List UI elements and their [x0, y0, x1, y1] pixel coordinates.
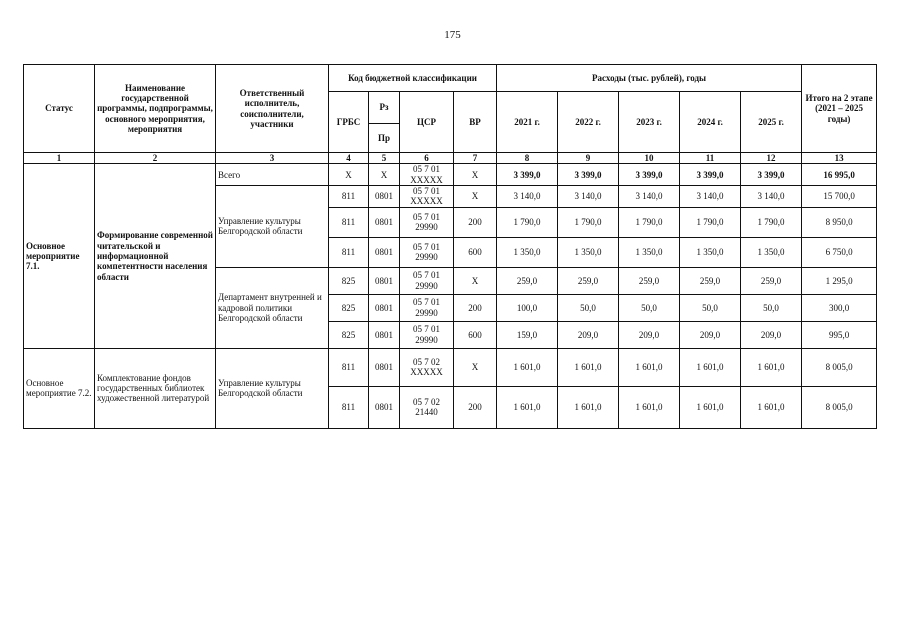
csr-line-2: 29990: [415, 222, 438, 233]
csr-cell: [400, 186, 454, 208]
index-cell: 12: [741, 153, 802, 164]
year-value: 1 601,0: [558, 386, 619, 428]
status-cell: Основное мероприятие 7.2.: [24, 348, 95, 428]
responsible-cell: Департамент внутренней и кадровой политики Белгородской области: [216, 267, 329, 348]
header-responsible: Ответственный исполнитель, соисполнители, участники: [216, 65, 329, 153]
vr-cell: 200: [454, 386, 497, 428]
year-value: 3 140,0: [558, 186, 619, 208]
table-row: [24, 164, 877, 186]
year-value: 259,0: [497, 267, 558, 294]
grbs-cell: 825: [329, 294, 369, 321]
csr-line-1: 05 7 01: [413, 297, 440, 308]
year-value: 3 399,0: [741, 164, 802, 186]
grbs-cell: 825: [329, 267, 369, 294]
page-number: 175: [444, 29, 461, 41]
year-value: 3 140,0: [619, 186, 680, 208]
year-value: 1 790,0: [741, 207, 802, 237]
csr-cell: [400, 207, 454, 237]
csr-line-2: ХХХХХ: [410, 174, 443, 185]
csr-line-2: 21440: [415, 407, 438, 418]
year-value: 1 601,0: [619, 348, 680, 386]
header-year-2021: 2021 г.: [497, 92, 558, 153]
year-value: 1 790,0: [497, 207, 558, 237]
header-grbs: ГРБС: [329, 92, 369, 153]
year-value: 1 601,0: [741, 386, 802, 428]
year-value: 209,0: [558, 321, 619, 348]
csr-cell: [400, 237, 454, 267]
year-value: 1 350,0: [558, 237, 619, 267]
name-cell: Формирование современной читательской и информационной компетентности населения области: [95, 164, 216, 348]
total-value: 1 295,0: [802, 267, 877, 294]
year-value: 1 601,0: [680, 348, 741, 386]
grbs-cell: 811: [329, 348, 369, 386]
year-value: 3 140,0: [741, 186, 802, 208]
rzpr-cell: 0801: [369, 267, 400, 294]
grbs-cell: 825: [329, 321, 369, 348]
year-value: 259,0: [741, 267, 802, 294]
vr-cell: Х: [454, 267, 497, 294]
vr-cell: 200: [454, 207, 497, 237]
header-year-2024: 2024 г.: [680, 92, 741, 153]
year-value: 3 140,0: [497, 186, 558, 208]
header-vr: ВР: [454, 92, 497, 153]
index-cell: 7: [454, 153, 497, 164]
budget-table: [23, 64, 877, 429]
csr-line-1: 05 7 01: [413, 270, 440, 281]
csr-line-1: 05 7 02: [413, 356, 440, 367]
index-cell: 10: [619, 153, 680, 164]
rzpr-cell: 0801: [369, 207, 400, 237]
year-value: 1 601,0: [497, 348, 558, 386]
csr-line-1: 05 7 01: [413, 324, 440, 335]
total-value: 8 005,0: [802, 348, 877, 386]
header-year-2025: 2025 г.: [741, 92, 802, 153]
index-cell: 1: [24, 153, 95, 164]
year-value: 1 790,0: [619, 207, 680, 237]
index-cell: 6: [400, 153, 454, 164]
index-cell: 4: [329, 153, 369, 164]
header-csr: ЦСР: [400, 92, 454, 153]
csr-line-2: 29990: [415, 334, 438, 345]
year-value: 1 601,0: [680, 386, 741, 428]
year-value: 1 601,0: [741, 348, 802, 386]
csr-line-2: ХХХХХ: [410, 196, 443, 207]
csr-line-1: 05 7 01: [413, 211, 440, 222]
year-value: 259,0: [619, 267, 680, 294]
status-cell: Основное мероприятие 7.1.: [24, 164, 95, 348]
year-value: 3 399,0: [619, 164, 680, 186]
total-value: 995,0: [802, 321, 877, 348]
responsible-cell: Управление культуры Белгородской области: [216, 348, 329, 428]
rzpr-cell: 0801: [369, 186, 400, 208]
csr-cell: [400, 321, 454, 348]
total-value: 16 995,0: [802, 164, 877, 186]
year-value: 50,0: [558, 294, 619, 321]
vr-cell: 200: [454, 294, 497, 321]
grbs-cell: 811: [329, 237, 369, 267]
index-cell: 9: [558, 153, 619, 164]
rzpr-cell: 0801: [369, 348, 400, 386]
grbs-cell: 811: [329, 386, 369, 428]
index-cell: 3: [216, 153, 329, 164]
vr-cell: 600: [454, 237, 497, 267]
rzpr-cell: Х: [369, 164, 400, 186]
year-value: 100,0: [497, 294, 558, 321]
grbs-cell: Х: [329, 164, 369, 186]
header-budget-code: Код бюджетной классификации: [329, 65, 497, 92]
year-value: 209,0: [741, 321, 802, 348]
total-value: 8 005,0: [802, 386, 877, 428]
year-value: 50,0: [619, 294, 680, 321]
csr-line-1: 05 7 01: [413, 241, 440, 252]
year-value: 1 601,0: [558, 348, 619, 386]
vr-cell: Х: [454, 186, 497, 208]
header-total: Итого на 2 этапе (2021 – 2025 годы): [802, 65, 877, 153]
year-value: 259,0: [558, 267, 619, 294]
header-year-2022: 2022 г.: [558, 92, 619, 153]
index-cell: 2: [95, 153, 216, 164]
year-value: 3 399,0: [558, 164, 619, 186]
year-value: 1 350,0: [680, 237, 741, 267]
total-value: 15 700,0: [802, 186, 877, 208]
table-row: [24, 348, 877, 386]
header-name: Наименование государственной программы, подпрограммы, основного мероприятия, мероприятия: [95, 65, 216, 153]
index-cell: 13: [802, 153, 877, 164]
header-expenses: Расходы (тыс. рублей), годы: [497, 65, 802, 92]
total-value: 300,0: [802, 294, 877, 321]
csr-line-2: ХХХХХ: [410, 367, 443, 378]
vr-cell: Х: [454, 164, 497, 186]
year-value: 1 601,0: [619, 386, 680, 428]
rzpr-cell: 0801: [369, 237, 400, 267]
rzpr-cell: 0801: [369, 321, 400, 348]
csr-cell: [400, 164, 454, 186]
year-value: 209,0: [619, 321, 680, 348]
vr-cell: Х: [454, 348, 497, 386]
csr-cell: [400, 294, 454, 321]
csr-cell: [400, 386, 454, 428]
total-value: 6 750,0: [802, 237, 877, 267]
grbs-cell: 811: [329, 207, 369, 237]
csr-cell: [400, 267, 454, 294]
year-value: 3 399,0: [497, 164, 558, 186]
year-value: 1 601,0: [497, 386, 558, 428]
csr-line-1: 05 7 01: [413, 164, 440, 175]
year-value: 1 350,0: [619, 237, 680, 267]
index-cell: 5: [369, 153, 400, 164]
year-value: 50,0: [741, 294, 802, 321]
header-status: Статус: [24, 65, 95, 153]
csr-line-1: 05 7 01: [413, 186, 440, 197]
year-value: 259,0: [680, 267, 741, 294]
header-pr: Пр: [369, 124, 400, 153]
index-cell: 8: [497, 153, 558, 164]
csr-line-1: 05 7 02: [413, 396, 440, 407]
csr-cell: [400, 348, 454, 386]
grbs-cell: 811: [329, 186, 369, 208]
year-value: 209,0: [680, 321, 741, 348]
csr-line-2: 29990: [415, 280, 438, 291]
year-value: 1 790,0: [680, 207, 741, 237]
rzpr-cell: 0801: [369, 386, 400, 428]
index-row: [24, 153, 877, 164]
year-value: 1 350,0: [741, 237, 802, 267]
responsible-cell: Всего: [216, 164, 329, 186]
csr-line-2: 29990: [415, 252, 438, 263]
csr-line-2: 29990: [415, 307, 438, 318]
year-value: 3 140,0: [680, 186, 741, 208]
responsible-cell: Управление культуры Белгородской области: [216, 186, 329, 268]
total-value: 8 950,0: [802, 207, 877, 237]
year-value: 1 350,0: [497, 237, 558, 267]
year-value: 3 399,0: [680, 164, 741, 186]
vr-cell: 600: [454, 321, 497, 348]
index-cell: 11: [680, 153, 741, 164]
year-value: 1 790,0: [558, 207, 619, 237]
header-rz: Рз: [369, 92, 400, 124]
header-year-2023: 2023 г.: [619, 92, 680, 153]
rzpr-cell: 0801: [369, 294, 400, 321]
year-value: 50,0: [680, 294, 741, 321]
year-value: 159,0: [497, 321, 558, 348]
name-cell: Комплектование фондов государственных библиотек художественной литературой: [95, 348, 216, 428]
